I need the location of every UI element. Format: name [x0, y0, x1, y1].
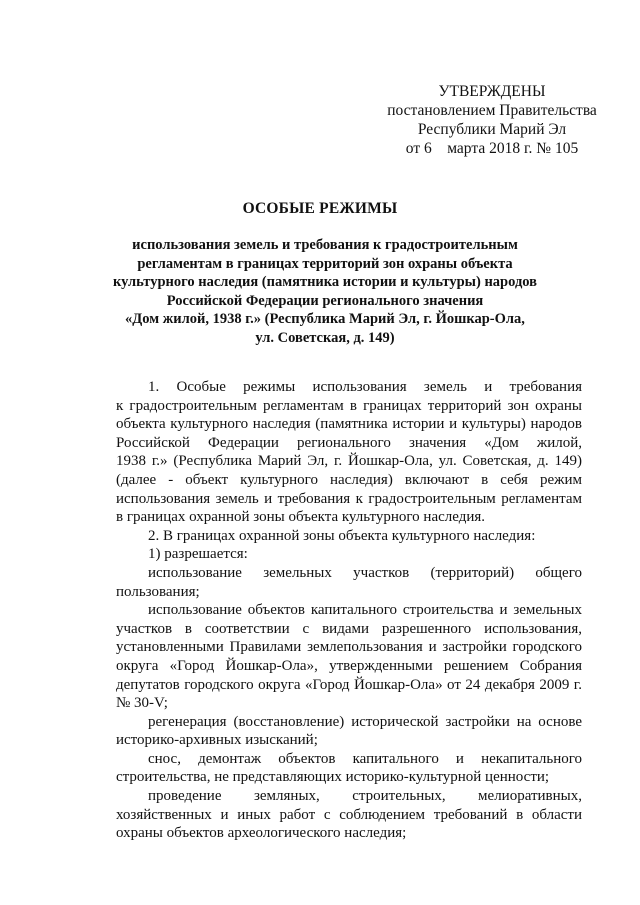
- paragraph-line: (далее - объект культурного наследия) включают в себя режим: [116, 471, 582, 488]
- body-paragraph: [116, 378, 582, 527]
- subtitle-line: Российской Федерации регионального значения: [166, 292, 484, 309]
- body-paragraph: [116, 564, 582, 601]
- paragraph-line: снос, демонтаж объектов капитального и некапитального: [148, 750, 582, 767]
- subtitle-line: регламентам в границах территорий зон охраны объекта: [137, 255, 513, 272]
- body-paragraph: [116, 787, 582, 843]
- approval-region: Республики Марий Эл: [417, 121, 567, 138]
- paragraph-line: историко-архивных изысканий;: [116, 732, 318, 749]
- paragraph-line: 1. Особые режимы использования земель и требования: [148, 379, 582, 395]
- paragraph-line: округа «Город Йошкар-Ола», утвержденными решением Собрания: [116, 657, 582, 674]
- paragraph-line: охраны объектов археологического наследия;: [116, 825, 407, 842]
- paragraph-line: депутатов городского округа «Город Йошкар-Ола» от 24 декабря 2009 г.: [116, 676, 582, 693]
- paragraph-line: регенерация (восстановление) исторической застройки на основе: [148, 713, 582, 730]
- approval-heading: УТВЕРЖДЕНЫ: [438, 83, 546, 100]
- paragraph-line: 1938 г.» (Республика Марий Эл, г. Йошкар-Ола, ул. Советская, д. 149): [116, 453, 582, 470]
- subtitle-line: ул. Советская, д. 149): [255, 329, 395, 346]
- document-title: ОСОБЫЕ РЕЖИМЫ: [242, 200, 398, 217]
- paragraph-line: использования земель и требования к градостроительным регламентам: [116, 490, 582, 507]
- subtitle-line: использования земель и требования к градостроительным: [132, 237, 518, 253]
- approval-stamp: [372, 82, 612, 158]
- paragraph-line: 1) разрешается:: [148, 546, 248, 563]
- paragraph-line: проведение земляных, строительных, мелиоративных,: [148, 788, 582, 805]
- body-paragraph: [116, 527, 582, 546]
- paragraph-line: участков в соответствии с видами разрешенного использования,: [116, 620, 582, 637]
- approval-date: от 6 марта 2018 г. № 105: [405, 140, 579, 157]
- body-paragraph: [116, 713, 582, 750]
- subtitle-line: «Дом жилой, 1938 г.» (Республика Марий Эл, г. Йошкар-Ола,: [125, 311, 525, 327]
- paragraph-line: хозяйственных и иных работ с соблюдением требований в области: [116, 806, 582, 823]
- paragraph-line: объекта культурного наследия (памятника истории и культуры) народов: [116, 416, 582, 433]
- body-paragraph: [116, 601, 582, 713]
- paragraph-line: пользования;: [116, 583, 200, 600]
- approval-authority: постановлением Правительства: [387, 102, 597, 119]
- paragraph-line: строительства, не представляющих историко-культурной ценности;: [116, 769, 550, 786]
- paragraph-line: 2. В границах охранной зоны объекта культурного наследия:: [148, 527, 536, 544]
- document-subtitle: [100, 236, 550, 347]
- paragraph-line: использование земельных участков (территорий) общего: [148, 564, 582, 581]
- body-paragraph: [116, 750, 582, 787]
- paragraph-line: № 30-V;: [116, 695, 168, 712]
- paragraph-line: к градостроительным регламентам в границах территорий зон охраны: [116, 397, 582, 414]
- paragraph-line: установленными Правилами землепользования и застройки городского: [116, 639, 582, 656]
- subtitle-line: культурного наследия (памятника истории и культуры) народов: [112, 274, 538, 290]
- body-paragraph: [116, 545, 582, 564]
- paragraph-line: в границах охранной зоны объекта культурного наследия.: [116, 509, 486, 526]
- document-body: [116, 378, 582, 843]
- paragraph-line: Российской Федерации регионального значения «Дом жилой,: [116, 434, 582, 451]
- paragraph-line: использование объектов капитального строительства и земельных: [148, 602, 582, 619]
